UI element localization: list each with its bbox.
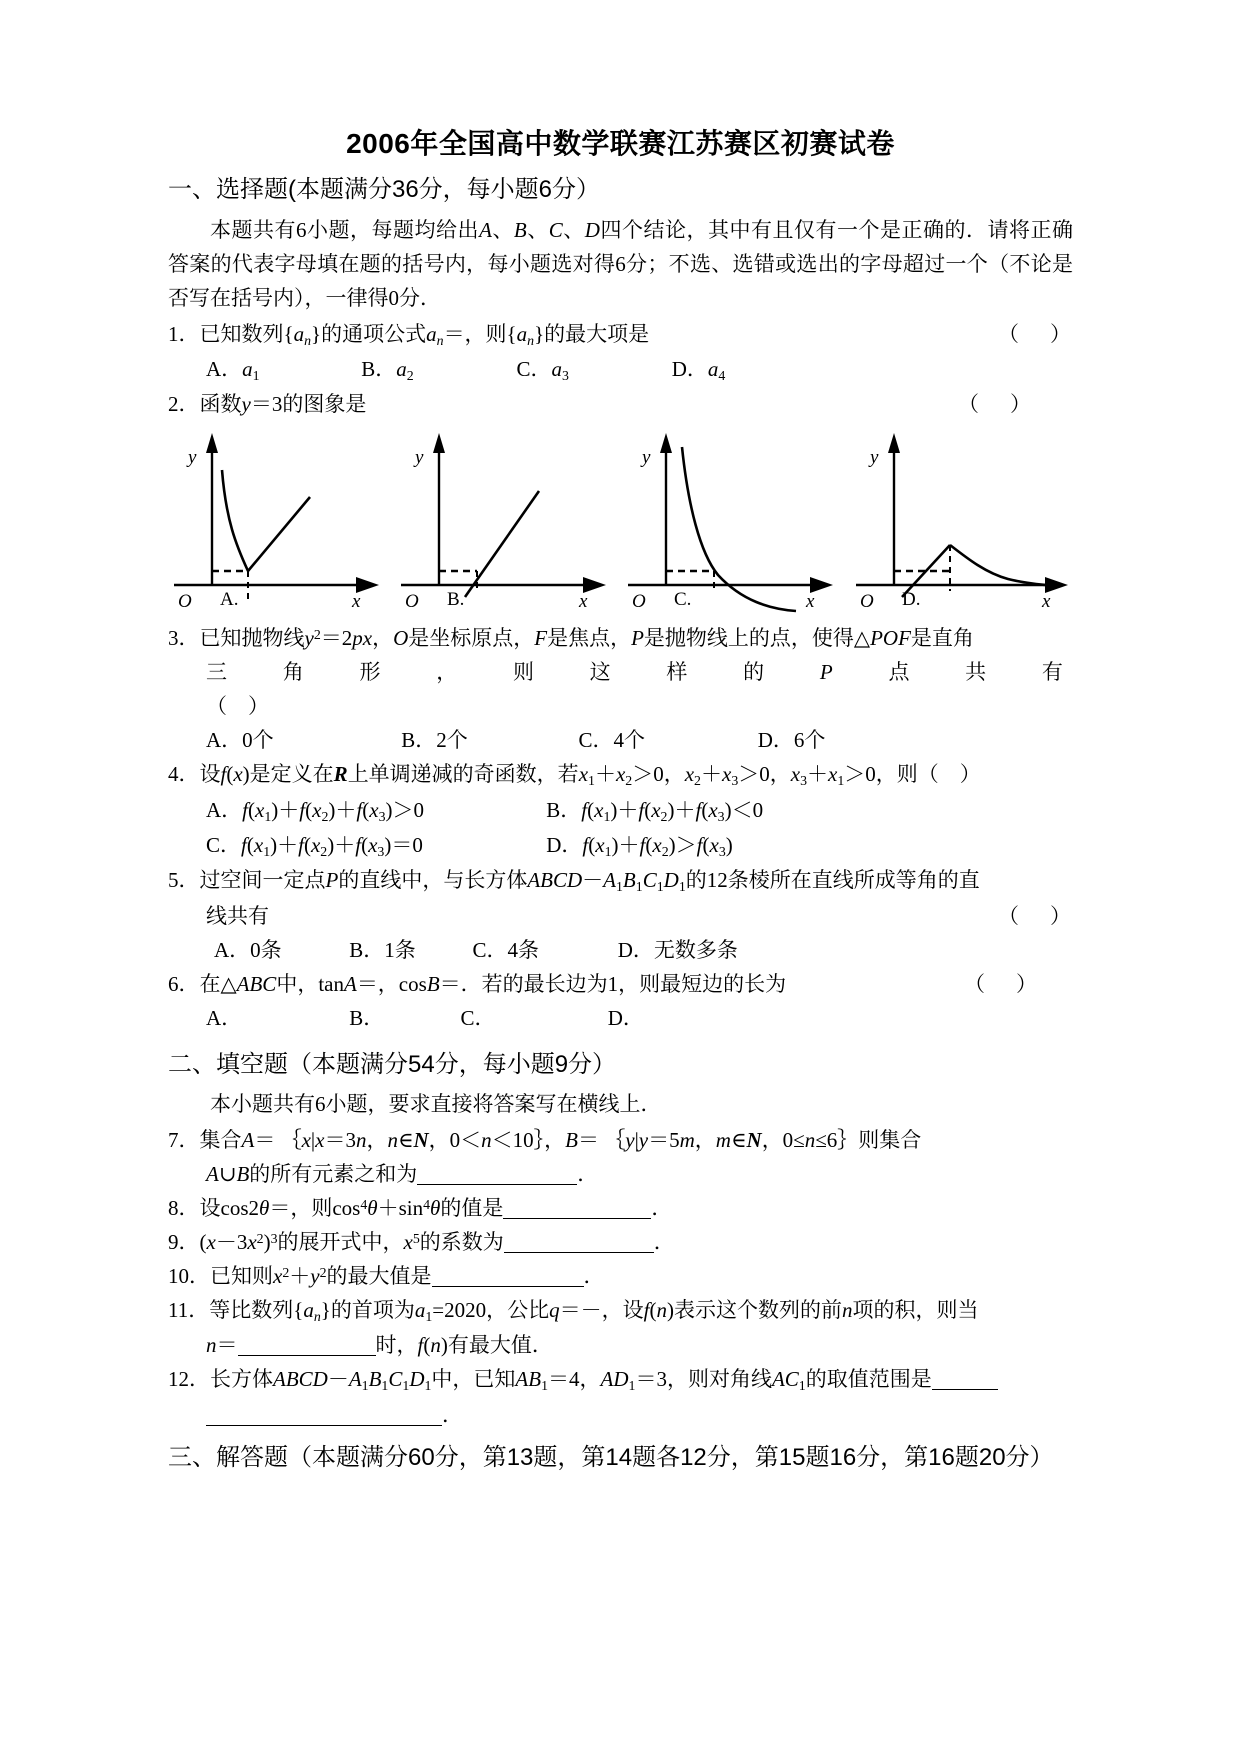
figure-c-y-label: y — [642, 447, 651, 469]
question-11-line1: 11．等比数列$\{a_n\}$的首项为$a_1=2020$，公比q＝－，设f(n)表示这个数列的前n项的积，则当 — [168, 1298, 979, 1324]
question-6-answer-paren[interactable]: （ ） — [964, 971, 1039, 996]
figure-c-option-label: C. — [674, 589, 692, 611]
question-12-line1: 12．长方体$ABCD-A_1B_1C_1D_1$中，已知$AB_1=4$，$AD_1=3$，则对角线$AC_1$的取值范围是 — [168, 1367, 932, 1394]
question-12-blank-part2[interactable] — [206, 1402, 442, 1425]
question-6-option-d[interactable]: D． — [607, 1005, 644, 1030]
figure-b-option-label: B. — [447, 589, 465, 611]
figure-b-y-label: y — [415, 447, 424, 469]
figure-a-option-label: A. — [220, 589, 239, 611]
question-4 — [168, 757, 1073, 792]
question-1-answer-paren[interactable]: （ ） — [998, 321, 1073, 346]
question-4-option-c[interactable]: C．$f(x_1)+f(x_2)+f(x_3)=0$ — [206, 832, 423, 859]
figure-a-y-label: y — [188, 447, 197, 469]
question-12-line2: ． — [168, 1398, 1073, 1432]
question-6 — [168, 967, 1073, 1001]
question-5-answer-paren[interactable]: （ ） — [998, 903, 1073, 928]
question-8-blank[interactable] — [503, 1196, 651, 1219]
figure-d-option-label: D. — [902, 589, 921, 611]
figure-a-x-label: x — [352, 591, 361, 613]
question-1-option-b[interactable]: B．$a_2$ — [361, 356, 414, 383]
question-1-stem: 1．已知数列$\{a_n\}$的通项公式$a_n=$，则$\{a_n\}$的最大项是 — [168, 321, 650, 348]
question-10: 10．已知则$x^2+y^2$的最大值是 ． — [168, 1264, 605, 1289]
section-1-heading: 一、选择题(本题满分36分，每小题6分） — [168, 176, 601, 204]
question-9: 9．$(x-3x^2)^3$的展开式中，$x^5$的系数为 ． — [168, 1230, 675, 1255]
section-2-instructions: 本小题共有6小题，要求直接将答案写在横线上． — [210, 1092, 662, 1117]
question-11-blank[interactable] — [238, 1333, 376, 1356]
question-3-option-b[interactable]: B．2个 — [401, 728, 468, 753]
figure-a-origin-label: O — [178, 591, 192, 613]
question-5-stem-line2: （ ） 线共有 — [168, 899, 1073, 933]
figure-d-y-label: y — [870, 447, 879, 469]
question-5-option-c[interactable]: C．4条 — [472, 937, 540, 962]
question-2 — [168, 387, 1073, 421]
question-5-stem: 5．过空间一定点P的直线中，与长方体$ABCD-A_1B_1C_1D_1$的12条棱所在直线所成等角的直 — [168, 868, 980, 895]
question-2-answer-paren[interactable]: （ ） — [958, 392, 1033, 417]
question-4-option-d[interactable]: D．$f(x_1)+f(x_2)>f(x_3)$ — [546, 832, 733, 859]
question-9-blank[interactable] — [504, 1230, 654, 1253]
question-4-option-b[interactable]: B．$f(x_1)+f(x_2)+f(x_3)<0$ — [546, 797, 764, 824]
question-3 — [168, 621, 1073, 655]
question-6-stem: 6．在△ABC中，tanA＝，cosB＝．若的最长边为1，则最短边的长为 — [168, 971, 787, 996]
question-4-option-a[interactable]: A．$f(x_1)+f(x_2)+f(x_3)>0$ — [206, 797, 424, 824]
question-3-answer-paren[interactable]: （ ） — [206, 694, 269, 719]
question-5-option-a[interactable]: A．0条 — [214, 937, 282, 962]
page-content — [168, 128, 1073, 1480]
section-3-heading: 三、解答题（本题满分60分，第13题，第14题各12分，第15题16分，第16题20分） — [168, 1443, 1054, 1471]
question-4-stem: 4．设f(x)是定义在R上单调递减的奇函数，若$x_1+x_2>0$，$x_2+x_3>0$，$x_3+x_1>0$，则 — [168, 762, 918, 789]
question-3-option-a[interactable]: A．0个 — [206, 728, 274, 753]
figure-option-b — [391, 425, 587, 621]
question-1-option-c[interactable]: C．$a_3$ — [516, 356, 569, 383]
question-3-options — [168, 723, 1073, 757]
figure-d-origin-label: O — [860, 591, 874, 613]
question-5 — [168, 863, 1073, 898]
question-3-option-d[interactable]: D．6个 — [757, 728, 826, 753]
question-12 — [168, 1362, 1073, 1397]
question-11-line2: n＝ 时，f(n)有最大值． — [206, 1333, 553, 1358]
question-10-blank[interactable] — [432, 1264, 584, 1287]
question-2-stem: 2．函数y＝3的图象是 — [168, 392, 367, 417]
question-1-option-d[interactable]: D．$a_4$ — [671, 356, 726, 383]
question-1-option-a[interactable]: A．$a_1$ — [206, 356, 260, 383]
question-7-line1: 7．集合A＝ ｛x|x＝3n，n∈N，0＜n＜10｝，B＝ ｛y|y＝5m，m∈N，0≤n≤6｝则集合 — [168, 1128, 922, 1153]
figure-option-d — [846, 425, 1051, 621]
question-4-answer-paren[interactable]: （ ） — [917, 762, 981, 787]
question-7-line2: A∪B的所有元素之和为 ． — [206, 1162, 599, 1187]
question-2-figures — [168, 425, 1073, 621]
question-6-option-c[interactable]: C． — [460, 1005, 496, 1030]
question-3-option-c[interactable]: C．4个 — [578, 728, 646, 753]
question-5-option-d[interactable]: D．无数多条 — [617, 937, 738, 962]
question-4-options — [168, 793, 1073, 864]
section-2-heading: 二、填空题（本题满分54分，每小题9分） — [168, 1050, 617, 1078]
figure-d-x-label: x — [1042, 591, 1051, 613]
figure-option-c — [618, 425, 814, 621]
figure-option-a — [164, 425, 360, 621]
question-5-options — [168, 933, 1073, 967]
section-1-instructions: 本题共有6小题，每题均给出A、B、C、D四个结论，其中有且仅有一个是正确的．请将正确答案的代表字母填在题的括号内，每小题选对得6分；不选、选错或选出的字母超过一个（不论是否写在括号内），一律得0分． — [168, 217, 1074, 310]
figure-c-x-label: x — [806, 591, 815, 613]
question-3-stem: 3．已知抛物线$y^2=2px$，O是坐标原点，F是焦点，P是抛物线上的点，使得△POF是直角 — [168, 626, 974, 651]
figure-c-origin-label: O — [632, 591, 646, 613]
question-1 — [168, 317, 1073, 352]
question-3-answer-paren-line — [168, 689, 1073, 723]
question-11 — [168, 1293, 1073, 1328]
question-1-options — [168, 352, 1073, 387]
question-6-option-b[interactable]: B． — [349, 1005, 385, 1030]
question-6-option-a[interactable]: A． — [206, 1005, 243, 1030]
figure-b-x-label: x — [579, 591, 588, 613]
question-5-option-b[interactable]: B．1条 — [349, 937, 416, 962]
question-7-blank[interactable] — [417, 1162, 577, 1185]
question-8: 8．设cos2θ＝，则$\cos^4\theta+\sin^4\theta$的值是 ． — [168, 1196, 673, 1221]
figure-b-origin-label: O — [405, 591, 419, 613]
question-3-stem-line2: 三 角 形 ， 则 这 样 的 P 点 共 有 — [206, 660, 1063, 685]
question-7 — [168, 1123, 1073, 1157]
question-12-blank-part1[interactable] — [932, 1367, 998, 1390]
page-title: 2006年全国高中数学联赛江苏赛区初赛试卷 — [346, 128, 895, 159]
question-6-options — [168, 1001, 1073, 1035]
